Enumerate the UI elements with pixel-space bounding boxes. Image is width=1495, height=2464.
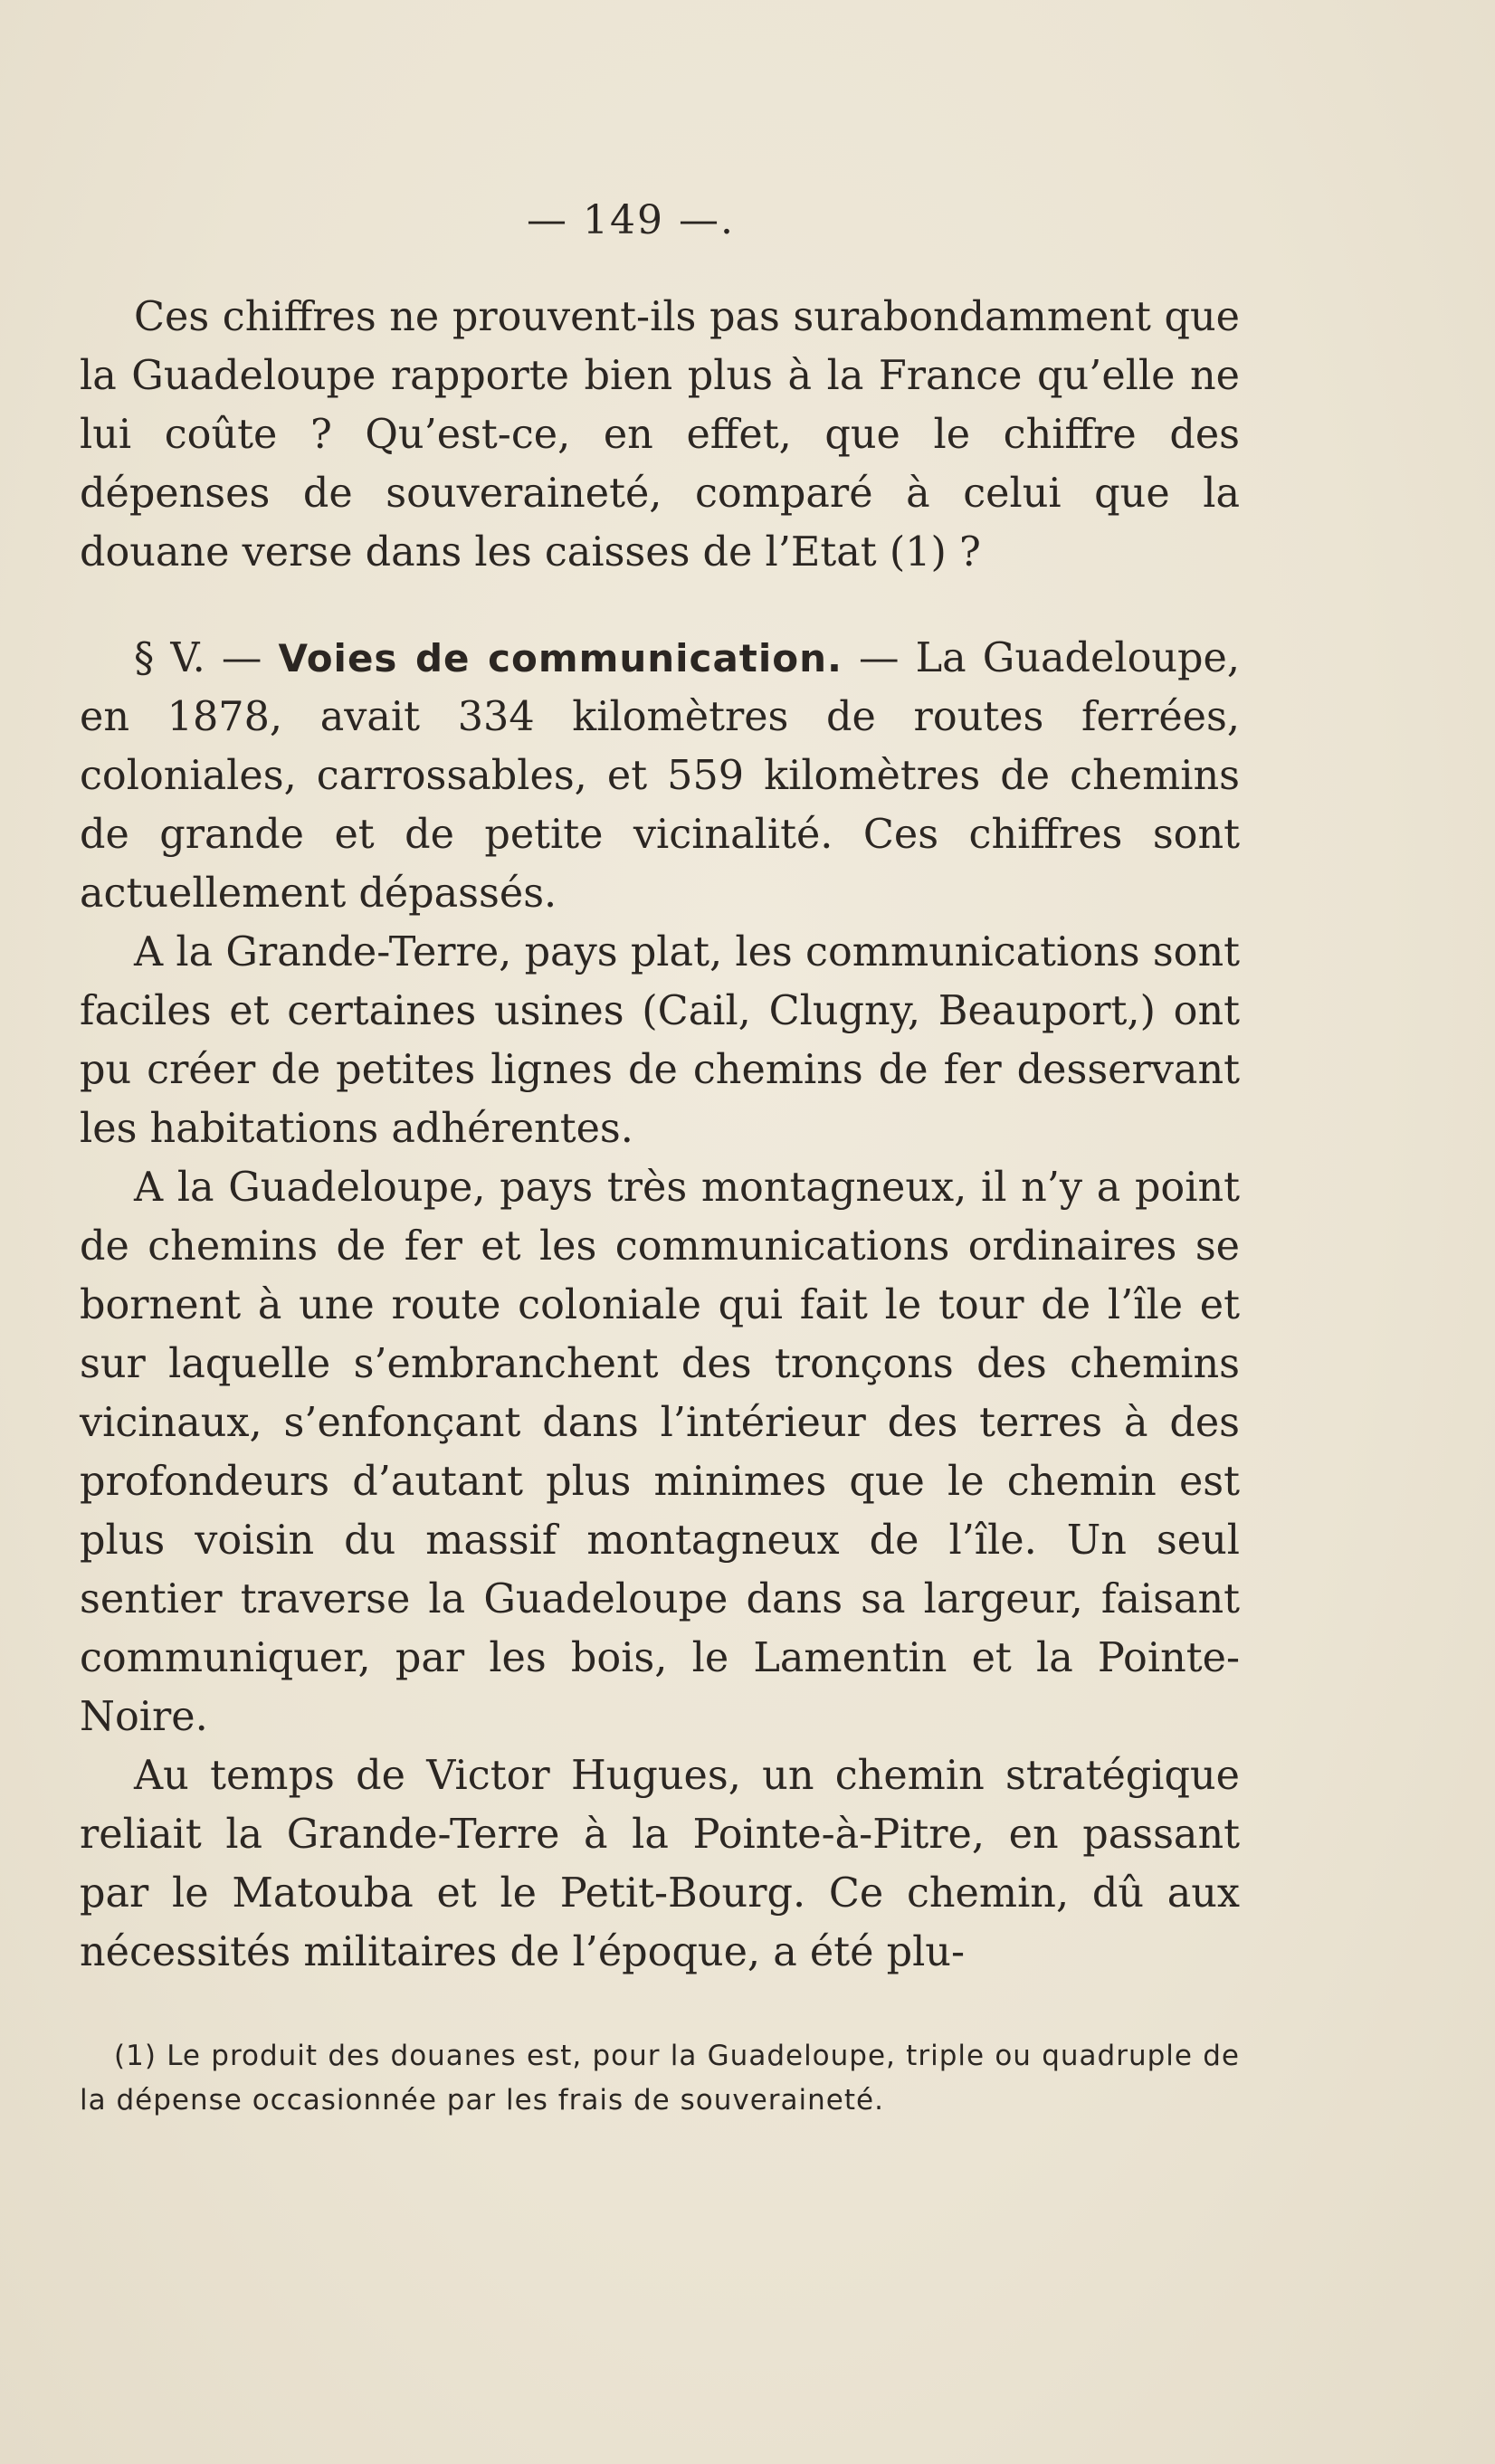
main-text	[80, 288, 1240, 1982]
footnote-mark: (1)	[114, 2040, 157, 2072]
page-number-text: — 149 —.	[527, 197, 735, 243]
paragraph-1: Ces chiffres ne prouvent-ils pas surabondamment que la Guadeloupe rapporte bien plus à la France qu’elle ne lui coûte ? Qu’est-ce, en effet, que le chiffre des dépenses de souveraineté, comparé à celui que la douane verse dans les caisses de l’Etat (1) ?	[80, 294, 1240, 576]
paragraph-3: A la Grande-Terre, pays plat, les communications sont faciles et certaines usines (Cail, Clugny, Beauport,) ont pu créer de petites lignes de chemins de fer desservant les habitations adhérentes.	[80, 929, 1240, 1152]
footnote	[80, 2034, 1240, 2123]
section-paragraph	[80, 629, 1240, 923]
section-title: Voies de communication.	[278, 636, 843, 680]
paragraph-4: A la Guadeloupe, pays très montagneux, il n’y a point de chemins de fer et les communications ordinaires se bornent à une route coloniale qui fait le tour de l’île et sur laquelle s’embranchent des tronçons des chemins vicinaux, s’enfonçant dans l’intérieur des terres à des profondeurs d’autant plus minimes que le chemin est plus voisin du massif montagneux de l’île. Un seul sentier traverse la Guadeloupe dans sa largeur, faisant communiquer, par les bois, le Lamentin et la Pointe-Noire.	[80, 1165, 1240, 1740]
section-text: — La Guadeloupe, en 1878, avait 334 kilomètres de routes ferrées, coloniales, carrossables, et 559 kilomètres de chemins de grande et de petite vicinalité. Ces chiffres sont actuellement dépassés.	[80, 635, 1240, 917]
paragraph-5: Au temps de Victor Hugues, un chemin stratégique reliait la Grande-Terre à la Pointe-à-Pitre, en passant par le Matouba et le Petit-Bourg. Ce chemin, dû aux nécessités militaires de l’époque, a été plu-	[80, 1753, 1240, 1975]
section-mark: § V. —	[134, 635, 279, 681]
footnote-text: Le produit des douanes est, pour la Guadeloupe, triple ou quadruple de la dépense occasionnée par les frais de souveraineté.	[80, 2040, 1240, 2117]
